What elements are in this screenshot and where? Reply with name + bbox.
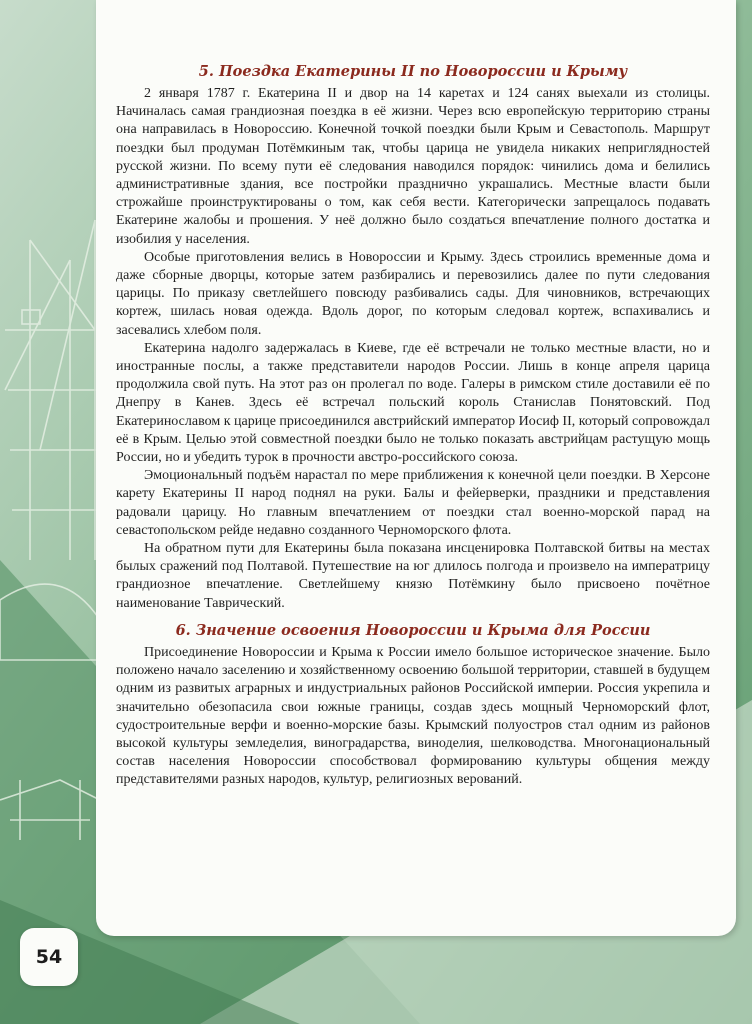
section-5-paragraph: Эмоциональный подъём нарастал по мере приближения к конечной цели поездки. В Херсоне карету Екатерины II народ поднял на руки. Балы и фейерверки, праздники и представления радовали царицу. Но главным впечатлением от поездки стал военно-морской парад на севастопольском рейде недавно созданного Черноморского флота. [116,468,710,538]
section-5-paragraph: Екатерина надолго задержалась в Киеве, где её встречали не только местные власти, но и иностранные послы, а также представители народов России. Лишь в конце апреля царица продолжила свой путь. На этот раз он пролегал по воде. Галеры в римском стиле доставили её по Днепру в Канев. Здесь её встречал польский король Станислав Понятовский. Под Екатеринославом к царице присоединился австрийский император Иосиф II, который сопровождал её в Крым. Целью этой совместной поездки было не только показать австрийцам растущую мощь России, но и убедить турок в прочности австро-российского союза. [116,340,710,466]
section-5-paragraph: Особые приготовления велись в Новороссии и Крыму. Здесь строились временные дома и даже сборные дворцы, которые затем разбирались и перевозились далее по пути следования царицы. По приказу светлейшего повсюду разбивались сады. Для чиновников, встречающих кортеж, шилась новая одежда. Вдоль дорог, по которым следовал кортеж, вспахивались и засевались хлебом поля. [116,249,710,338]
section-5-heading: 5. Поездка Екатерины II по Новороссии и Крыму [198,63,628,80]
section-5-paragraph: 2 января 1787 г. Екатерина II и двор на 14 каретах и 124 санях выехали из столицы. Начиналась самая грандиозная поездка в её жизни. Через всю европейскую территорию страны она направилась в Новороссию. Конечной точкой поездки были Крым и Севастополь. Маршрут поездки был продуман Потёмкиным так, чтобы царица не увидела никаких неприглядностей русской жизни. По всему пути её следования наводился порядок: чинились дома и белились административные здания, все постройки празднично украшались. Местные власти были строжайше проинструктированы о том, как себя вести. Категорически запрещалось подавать Екатерине жалобы и прошения. У неё должно было создаться впечатление полного достатка и изобилия у населения. [116,86,710,247]
page-number: 54 [20,928,78,986]
section-5-paragraph: На обратном пути для Екатерины была показана инсценировка Полтавской битвы на местах былых сражений под Полтавой. Путешествие на юг длилось полгода и произвело на императрицу грандиозное впечатление. Светлейшему князю Потёмкину было присвоено почётное наименование Таврический. [116,541,710,611]
section-6-paragraph: Присоединение Новороссии и Крыма к России имело большое историческое значение. Было положено начало заселению и хозяйственному освоению большой территории, ставшей в будущем одним из развитых аграрных и индустриальных районов Российской империи. Россия укрепила и значительно обезопасила свои южные границы, создав здесь мощный Черноморский флот, судостроительные верфи и военно-морские базы. Крымский полуостров стал одним из районов высокой культуры земледелия, виноградарства, виноделия, шелководства. Многонациональный состав населения Новороссии способствовал формированию культуры общения между представителями разных народов, культур, религиозных верований. [116,644,710,788]
text-column [116,62,710,790]
section-6-heading: 6. Значение освоения Новороссии и Крыма для России [175,621,651,639]
